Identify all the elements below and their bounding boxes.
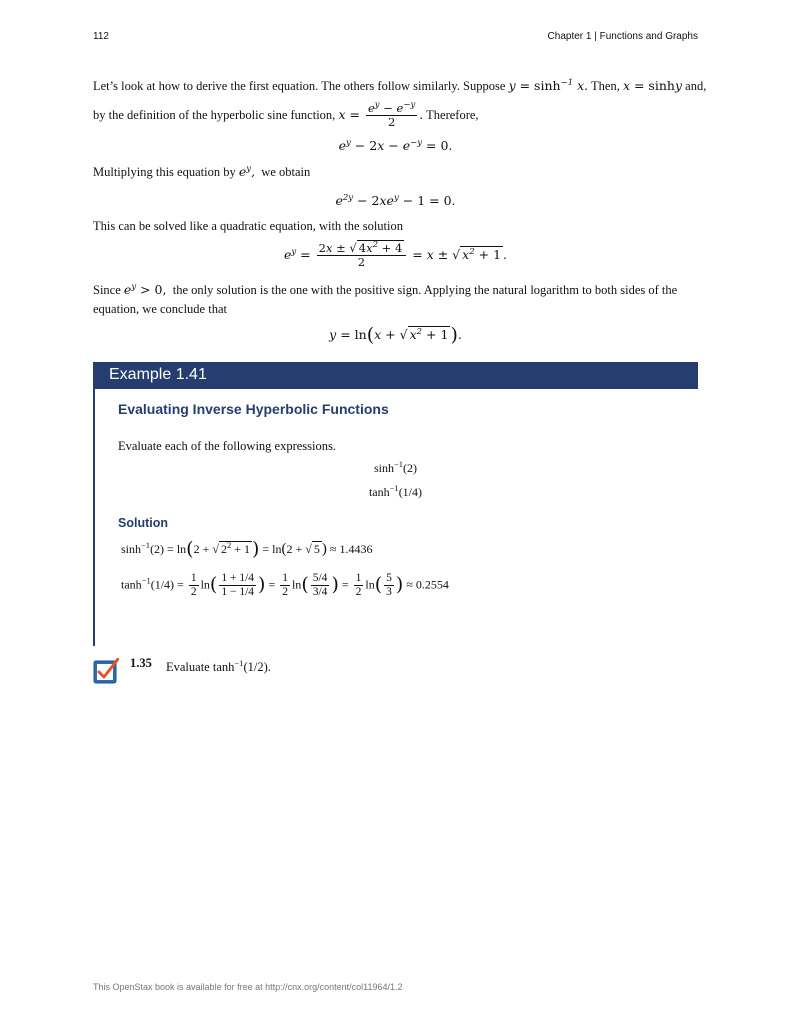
equation-4: y = ln(x + √ $x^2 + 1$ ). bbox=[329, 324, 462, 346]
math-x-definition: x = $\frac{e^y - e^{-y}}{2}$ . bbox=[338, 100, 424, 129]
paragraph-multiply: Multiplying this equation by $e^y$, we obtain bbox=[93, 164, 311, 179]
example-expression-1: $\sinh^{-1}(2)$ bbox=[373, 459, 418, 475]
solution-line-1: $\sinh^{-1}(2) = \ln(2$ + √ $2^2 + 1$ ) = ln(2 + √ 5 ) ≈ 1.4436 bbox=[121, 538, 373, 560]
math-y-sinh-inv-x: $y = \sinh^{-1} x$. bbox=[508, 78, 589, 93]
example-prompt: Evaluate each of the following expressions. bbox=[118, 439, 336, 453]
paragraph-positive-sign: Since $e^y > 0$, the only solution is the one with the positive sign. Applying the natural logarithm to both sides of the bbox=[93, 282, 678, 297]
equation-3: $e^y$ = $\frac{2x \pm √ 4x^2 + 4}{2}$ = x ± √ $x^2 + 1$ . bbox=[283, 240, 508, 269]
exercise-expression: $\tanh^{-1}(1/2)$. bbox=[212, 658, 271, 674]
paragraph-conclude: equation, we conclude that bbox=[93, 302, 227, 316]
math-x-sinh-y: x = sinhy bbox=[622, 78, 683, 93]
exercise-text: Evaluate $\tanh^{-1}(1/2)$. bbox=[166, 658, 271, 674]
solution-line-2: $\tanh^{-1}(1/4)$ = $\frac{1}{2}$ ln( $\frac{1 + 1/4}{1 - 1/4}$ ) = $\frac{1}{2}$ ln( $\frac{5/4}{3/4}$ ) = $\frac{1}{2}$ ln( $\frac{5}{3}$ ) ≈ 0.2554 bbox=[121, 572, 449, 598]
example-title: Example 1.41 bbox=[109, 366, 207, 383]
paragraph-derivation-line1: Let’s look at how to derive the first equation. The others follow similarly. Suppose $y = \sinh^{-1} x$. Then, x = sinhy and, bbox=[93, 78, 707, 93]
example-left-border bbox=[93, 389, 95, 646]
page-number: 112 bbox=[93, 31, 109, 42]
equation-1: $e^y - 2x - e^{-y} = 0$. bbox=[338, 138, 453, 153]
solution-result-2: ≈ 0.2554 bbox=[406, 577, 449, 592]
footer-text: This OpenStax book is available for free at http://cnx.org/content/col11964/1.2 bbox=[93, 982, 403, 992]
paragraph-derivation-line2: by the definition of the hyperbolic sine function, x = $\frac{e^y - e^{-y}}{2}$ . Therefore, bbox=[93, 100, 479, 129]
exercise-number: 1.35 bbox=[130, 656, 152, 670]
example-subtitle: Evaluating Inverse Hyperbolic Functions bbox=[118, 401, 389, 417]
solution-label: Solution bbox=[118, 516, 168, 530]
example-expression-2: $\tanh^{-1}(1/4)$ bbox=[368, 483, 423, 499]
chapter-title: Chapter 1 | Functions and Graphs bbox=[547, 31, 698, 42]
solution-result-1: ≈ 1.4436 bbox=[329, 542, 373, 556]
paragraph-quadratic: This can be solved like a quadratic equation, with the solution bbox=[93, 219, 403, 233]
example-header-bar bbox=[93, 362, 698, 389]
checkpoint-icon bbox=[93, 658, 119, 684]
equation-2: $e^{2y} - 2xe^y - 1 = 0$. bbox=[335, 193, 456, 208]
